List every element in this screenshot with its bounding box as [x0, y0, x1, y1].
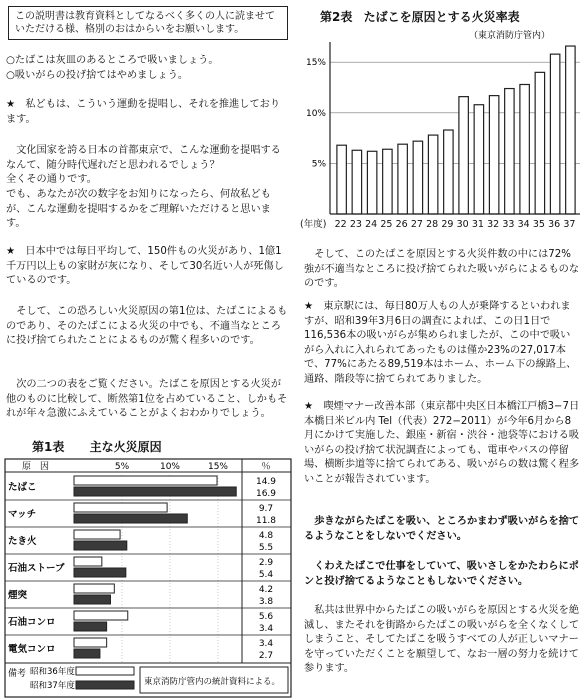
table1-bar-36 — [74, 530, 120, 539]
legend-36-swatch — [76, 667, 134, 675]
chart2-bar — [474, 105, 483, 214]
legend-37-swatch — [76, 681, 134, 689]
chart2-category-label: 32 — [487, 219, 500, 230]
table1-bar-36 — [74, 476, 217, 485]
table1-tick-label: 5% — [114, 462, 130, 472]
table1-value-37: 16.9 — [255, 489, 277, 499]
right-star-2: ★ 喫煙マナー改善本部（東京都中央区日本橋江戸橋3−7日本橋日米ビル内 Tel（代表）272−2011）が今年6月から8月にかけて実施した、銀座・新宿・渋谷・池袋等における吸いがらの投げ捨て状況調査によっても、電車やバスの停留場、横断歩道等に捨てられてある、吸いがらの数は驚く程多いことが報告されています。 — [304, 401, 580, 485]
paragraph-2: そして、この恐ろしい火災原因の第1位は、たばこによるものであり、そのたばこによる火災の中でも、不適当なところに投げ捨てられたことによるものが驚く程多いのです。 — [6, 306, 288, 346]
table1-header-cause: 原 因 — [22, 462, 50, 472]
table1-label: 第1表 — [32, 440, 65, 454]
chart2-bar — [337, 145, 346, 214]
chart2-bar — [459, 97, 468, 214]
chart2-bar — [413, 141, 422, 214]
table1-value-36: 5.6 — [258, 612, 274, 622]
table1-header-pct: ％ — [261, 462, 271, 472]
chart2-bar — [535, 72, 544, 214]
table1-value-36: 4.2 — [258, 585, 274, 595]
right-paragraph-1: そして、このたばこを原因とする火災件数の中には72%強が不適当なところに投げ捨てられた吸いがらによるものなのです。 — [304, 249, 580, 289]
table1-value-36: 4.8 — [258, 531, 274, 541]
right-star-1: ★ 東京駅には、毎日80万人もの人が乗降するといわれますが、昭和39年3月6日の調査によれば、この日1日で116,536本の吸いがらが集められましたが、この中で吸いがら入れに入れられてあったものは僅か23%の27,017本で、77%にあたる89,519本はホーム、ホーム下の線路上、通路、階段等に捨てられてありました。 — [304, 301, 577, 385]
table1-chart — [4, 458, 292, 700]
table1-value-36: 14.9 — [255, 477, 277, 487]
chart2-category-label: 27 — [410, 219, 423, 230]
chart2-category-label: 33 — [502, 219, 515, 230]
chart2-bar — [367, 151, 376, 214]
table1-title: 主な火災原因 — [89, 440, 162, 454]
table1-value-36: 3.4 — [258, 639, 274, 649]
legend-36-label: 昭和36年度 — [30, 667, 75, 677]
table1-value-37: 2.7 — [258, 651, 274, 661]
chart2-category-label: 25 — [380, 219, 393, 230]
chart2-category-label: 23 — [349, 219, 362, 230]
right-bold-1: 歩きながらたばこを吸い、ところかまわず吸いがらを捨てるようなことをしないでください。 — [304, 516, 580, 542]
chart2-category-label: 22 — [334, 219, 347, 230]
chart2-category-label: 29 — [441, 219, 454, 230]
table1-bar-37 — [74, 487, 236, 496]
table1-bar-36 — [74, 584, 114, 593]
chart2-category-label: 35 — [532, 219, 545, 230]
table1-source: 東京消防庁管内の統計資料による。 — [144, 677, 281, 687]
paragraph-3: 次の二つの表をご覧ください。たばこを原因とする火災が他のものに比較して、断然第1位を占めていること、しかもそれが年々急激にふえていることがよくおわかりでしょう。 — [6, 379, 288, 419]
right-closing: 私共は世界中からたばこの吸いがらを原因とする火災を絶滅し、またそれを街路からたばこの吸いがらを全くなくしてしまうこと、そしてたばこを吸うすべての人が正しいマナーを守っていただくことを願望して、なお一層の努力を続けて参ります。 — [304, 605, 580, 674]
chart2-ytick-label: 15% — [305, 58, 326, 69]
table1-cause-label: 石油ストーブ — [8, 563, 65, 574]
table1-cause-label: たき火 — [8, 536, 37, 547]
chart2-bar — [398, 144, 407, 214]
table1-bar-37 — [74, 595, 110, 604]
table1-bar-37 — [74, 514, 187, 523]
chart2-ytick-label: 5% — [311, 159, 326, 170]
star-paragraph-1: ★ 私どもは、こういう運動を提唱し、それを推進しております。 — [6, 99, 281, 125]
chart2-category-label: 37 — [563, 219, 576, 230]
chart2-bar — [428, 135, 437, 214]
table1-value-37: 5.4 — [258, 570, 274, 580]
chart2-category-label: 31 — [471, 219, 484, 230]
table1-cause-label: 煙突 — [8, 590, 28, 601]
chart2-bar — [566, 46, 575, 214]
chart2-ytick-label: 10% — [305, 108, 326, 119]
table1-bar-36 — [74, 557, 102, 566]
chart2-label: 第2表 — [320, 10, 353, 24]
table1-bar-36 — [74, 503, 167, 512]
chart2-bar — [383, 149, 392, 214]
table1-value-37: 3.8 — [258, 597, 274, 607]
table1-value-37: 3.4 — [258, 624, 274, 634]
table1-tick-label: 15% — [207, 462, 229, 472]
table1-cause-label: たばこ — [8, 482, 37, 493]
chart2-subtitle: （東京消防庁管内） — [468, 31, 550, 41]
right-bold-2: くわえたばこで仕事をしていて、吸いさしをかたわらにポンと投げ捨てるようなこともしないでください。 — [304, 561, 579, 587]
table1-cause-label: 電気コンロ — [8, 644, 56, 655]
table1-legend-label: 備考 — [8, 669, 27, 679]
paragraph-1: 文化国家を誇る日本の首都東京で、こんな運動を提唱するなんて、随分時代遅れだと思われるでしょう？ — [6, 145, 281, 171]
table1-bar-37 — [74, 541, 127, 550]
chart2-bar — [444, 130, 453, 214]
chart2-svg — [300, 28, 583, 224]
chart2-title: たばこを原因とする火災率表 — [363, 10, 520, 24]
table1-bar-36 — [74, 638, 107, 647]
chart2-bar — [352, 150, 361, 214]
table1-value-36: 2.9 — [258, 558, 274, 568]
chart2-category-label: 26 — [395, 219, 408, 230]
slogan-2: ○吸いがらの投げ捨てはやめましょう。 — [6, 70, 189, 81]
table1-tick-label: 10% — [159, 462, 181, 472]
chart2-category-label: 28 — [426, 219, 439, 230]
table1-bar-37 — [74, 622, 107, 631]
notice-box: この説明書は教育資料としてなるべく多くの人に読ませていただける様、格別のおはからいをお願いします。 — [8, 6, 288, 40]
table1-value-37: 11.8 — [255, 516, 277, 526]
slogan-1: ○たばこは灰皿のあるところで吸いましょう。 — [6, 55, 219, 66]
chart2-category-label: 30 — [456, 219, 469, 230]
legend-37-label: 昭和37年度 — [30, 681, 75, 691]
chart2-category-label: 34 — [517, 219, 530, 230]
chart2-bar — [489, 96, 498, 214]
star-paragraph-2: ★ 日本中では毎日平均して、150件もの火災があり、1億1千万円以上もの家財が灰になり、そして30名近い人が死傷しているのです。 — [6, 246, 284, 286]
chart2-xlabel: (年度) — [300, 219, 327, 230]
table1-heading — [32, 440, 252, 457]
table1-cause-label: 石油コンロ — [8, 617, 56, 628]
table1-value-36: 9.7 — [258, 504, 274, 514]
chart2-category-label: 36 — [548, 219, 561, 230]
chart2-bar — [520, 84, 529, 214]
chart2-bar — [505, 89, 514, 214]
table1-bar-37 — [74, 568, 126, 577]
chart2-x-labels — [300, 218, 583, 232]
chart2-category-label: 24 — [365, 219, 378, 230]
table1-bar-36 — [74, 611, 128, 620]
table1-cause-label: マッチ — [8, 509, 37, 520]
table1-value-37: 5.5 — [258, 543, 274, 553]
paragraph-1b: 全くその通りです。 — [6, 174, 97, 185]
chart2-bar — [550, 54, 559, 214]
table1-bar-37 — [74, 649, 100, 658]
paragraph-1c: でも、あなたが次の数字をお知りになったら、何故私どもが、こんな運動を提唱するかをご理解いただけると思います。 — [6, 189, 271, 229]
chart2-heading — [320, 10, 580, 27]
